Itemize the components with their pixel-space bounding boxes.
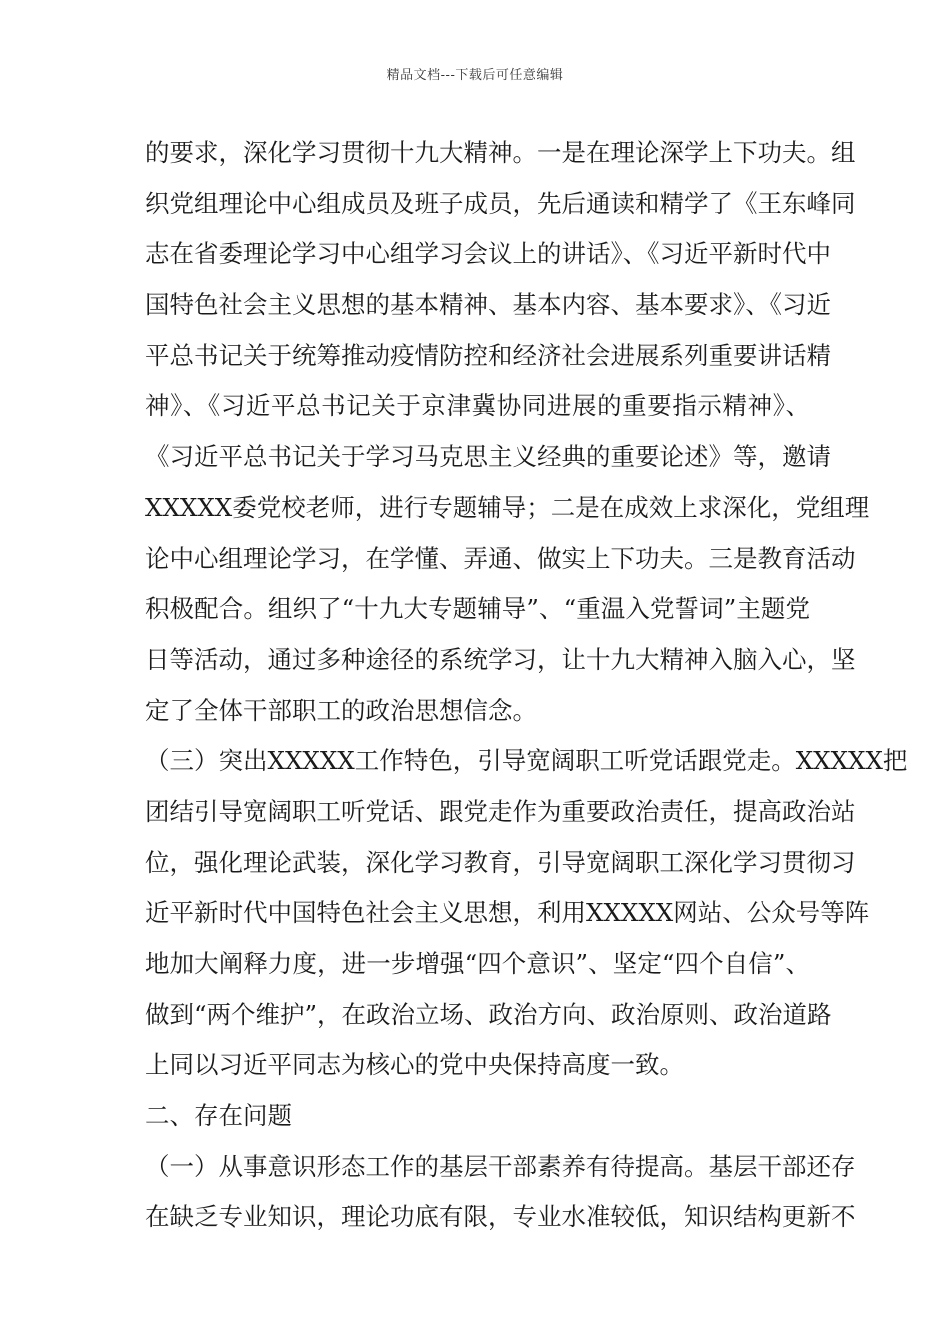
body-text-line: 平总书记关于统筹推动疫情防控和经济社会进展系列重要讲话精: [145, 340, 831, 370]
body-text-line: 的要求，深化学习贯彻十九大精神。一是在理论深学上下功夫。组: [145, 138, 856, 167]
document-body: [145, 128, 908, 1243]
body-text-line: 积极配合。组织了“十九大专题辅导”、“重温入党誓词”主题党: [145, 594, 810, 624]
body-text-line: 在缺乏专业知识，理论功底有限，专业水准较低，知识结构更新不: [145, 1202, 856, 1232]
body-text-line: 二、存在问题: [145, 1101, 292, 1131]
body-text-line: 论中心组理论学习，在学懂、弄通、做实上下功夫。三是教育活动: [145, 543, 856, 573]
body-text-line: 近平新时代中国特色社会主义思想，利用XXXXX网站、公众号等阵: [145, 898, 870, 928]
body-text-line: 定了全体干部职工的政治思想信念。: [145, 695, 537, 725]
body-text-line: 织党组理论中心组成员及班子成员，先后通读和精学了《王东峰同: [145, 188, 856, 218]
body-text-line: 上同以习近平同志为核心的党中央保持高度一致。: [145, 1050, 684, 1080]
body-text-line: 做到“两个维护”，在政治立场、政治方向、政治原则、政治道路: [145, 999, 832, 1029]
body-text-line: 日等活动，通过多种途径的系统学习，让十九大精神入脑入心，坚: [145, 644, 856, 674]
body-text-line: 神》、《习近平总书记关于京津冀协同进展的重要指示精神》、: [145, 391, 810, 421]
page-header: 精品文档---下载后可任意编辑: [386, 68, 564, 83]
body-text-line: XXXXX委党校老师，进行专题辅导；二是在成效上求深化，党组理: [145, 492, 870, 522]
body-text-line: 团结引导宽阔职工听党话、跟党走作为重要政治责任，提高政治站: [145, 796, 856, 826]
body-text-line: 《习近平总书记关于学习马克思主义经典的重要论述》等，邀请: [145, 442, 831, 472]
body-text-line: （三）突出XXXXX工作特色，引导宽阔职工听党话跟党走。XXXXX把: [145, 746, 908, 776]
body-text-line: （一）从事意识形态工作的基层干部素养有待提高。基层干部还存: [145, 1151, 856, 1181]
body-text-line: 国特色社会主义思想的基本精神、基本内容、基本要求》、《习近: [145, 290, 831, 320]
body-text-line: 地加大阐释力度，进一步增强“四个意识”、坚定“四个自信”、: [145, 949, 810, 978]
body-text-line: 志在省委理论学习中心组学习会议上的讲话》、《习近平新时代中: [145, 239, 831, 269]
body-text-line: 位，强化理论武装，深化学习教育，引导宽阔职工深化学习贯彻习: [145, 847, 856, 877]
